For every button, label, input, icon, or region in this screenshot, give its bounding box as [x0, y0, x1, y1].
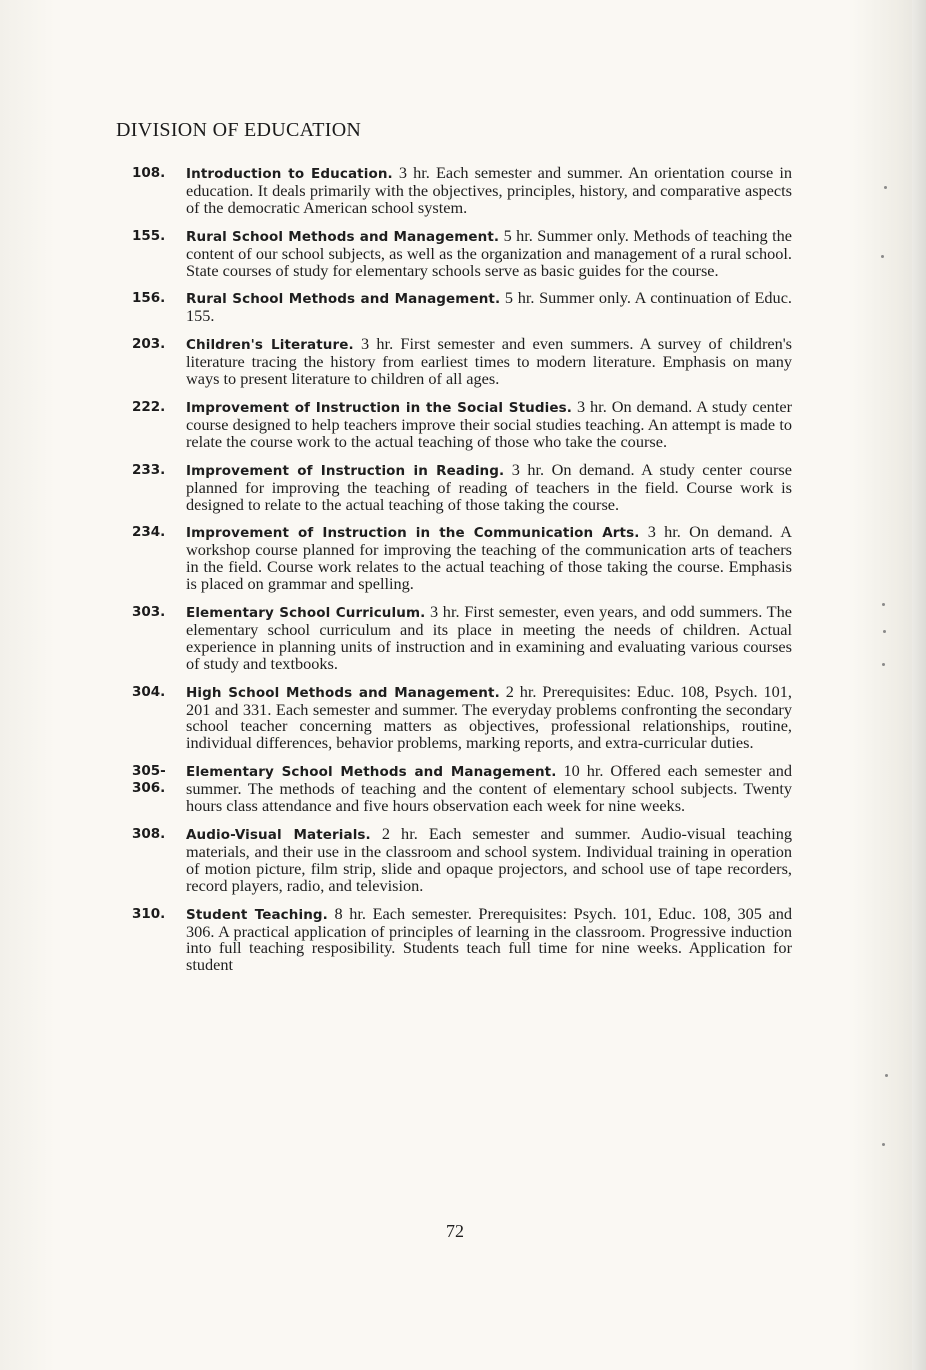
- course-title: Children's Literature.: [186, 337, 354, 354]
- course-number: 155.: [132, 227, 166, 244]
- course-description: [186, 681, 792, 753]
- course-description: [186, 903, 792, 975]
- course-entry: [132, 336, 792, 388]
- course-entry: [132, 903, 792, 975]
- course-number: 203.: [132, 336, 166, 353]
- course-entry: [132, 524, 792, 593]
- course-description: [186, 604, 792, 673]
- course-title: Elementary School Methods and Management.: [186, 764, 557, 781]
- course-title: High School Methods and Management.: [186, 684, 500, 701]
- scan-speck: [882, 663, 885, 666]
- scan-speck: [881, 255, 884, 258]
- course-entry: [132, 396, 792, 451]
- course-text: 8 hr. Each semester. Prerequisites: Psych. 101, Educ. 108, 305 and 306. A practical application of principles of learning in the classroom. Progressive induction into full teaching resposibility. Students teach full time for nine weeks. Application for student: [186, 903, 792, 975]
- course-title: Improvement of Instruction in the Social Studies.: [186, 399, 572, 416]
- scan-speck: [882, 1143, 885, 1146]
- course-number: 234.: [132, 524, 166, 541]
- course-text: 3 hr. On demand. A study center course designed to help teachers improve their social studies teaching. An attempt is made to relate the course work to the actual teaching of those who take the course.: [186, 396, 792, 451]
- course-text: 3 hr. Each semester and summer. An orientation course in education. It deals primarily with the objectives, principles, history, and comparative aspects of the democratic American school system.: [186, 163, 792, 217]
- course-description: [186, 396, 792, 451]
- course-text: 3 hr. First semester, even years, and odd summers. The elementary school curriculum and its place in meeting the needs of children. Actual experience in planning units of instruction and in examining and evaluating various courses of study and textbooks.: [186, 602, 792, 673]
- course-number: 156.: [132, 290, 166, 307]
- scan-speck: [884, 186, 887, 189]
- course-text: 3 hr. On demand. A study center course planned for improving the teaching of reading of teachers in the field. Course work is designed to relate to the actual teaching of those taking the course.: [186, 459, 792, 514]
- course-number: 304.: [132, 683, 166, 700]
- course-entry: [132, 459, 792, 514]
- course-number: 305- 306.: [132, 763, 166, 797]
- course-entry: [132, 826, 792, 895]
- course-title: Rural School Methods and Management.: [186, 291, 501, 308]
- page-edge: [912, 0, 926, 1370]
- course-text: 10 hr. Offered each semester and summer. The methods of teaching and the content of elementary school subjects. Twenty hours class attendance and five hours observation each week for nine weeks.: [186, 761, 792, 816]
- course-title: Improvement of Instruction in Reading.: [186, 462, 505, 479]
- course-description: [186, 826, 792, 895]
- course-title: Rural School Methods and Management.: [186, 228, 500, 245]
- course-list: [132, 165, 792, 985]
- course-entry: [132, 763, 792, 815]
- course-text: 3 hr. First semester and even summers. A survey of children's literature tracing the history from earliest times to modern literature. Emphasis on many ways to present literature to children of all ages.: [186, 334, 792, 389]
- course-number: 310.: [132, 905, 166, 922]
- course-description: [186, 290, 792, 325]
- page-heading: DIVISION OF EDUCATION: [116, 119, 362, 141]
- course-description: [186, 336, 792, 388]
- course-entry: [132, 225, 792, 280]
- course-title: Audio-Visual Materials.: [186, 827, 371, 843]
- course-description: [186, 165, 792, 217]
- scan-speck: [885, 1074, 888, 1077]
- course-text: 2 hr. Each semester and summer. Audio-visual teaching materials, and their use in the classroom and school system. Individual training in operation of motion picture, film strip, slide and opaque projectors, and school use of tape recorders, record players, radio, and television.: [186, 824, 793, 895]
- course-entry: [132, 681, 792, 753]
- course-text: 2 hr. Prerequisites: Educ. 108, Psych. 101, 201 and 331. Each semester and summer. The everyday problems confronting the secondary school teacher concerning matters as objectives, professional relationships, routine, individual differences, behavior problems, marking reports, and extra-curricular duties.: [186, 681, 792, 753]
- course-description: [186, 459, 792, 514]
- course-entry: [132, 604, 792, 673]
- page-number: 72: [446, 1221, 464, 1241]
- course-number: 222.: [132, 398, 166, 415]
- course-description: [186, 763, 792, 815]
- course-number: 303.: [132, 604, 166, 621]
- course-description: [186, 524, 792, 593]
- course-number: 233.: [132, 461, 166, 478]
- course-number: 308.: [132, 826, 166, 842]
- course-description: [186, 225, 792, 280]
- course-title: Improvement of Instruction in the Communication Arts.: [186, 525, 640, 542]
- course-text: 5 hr. Summer only. Methods of teaching the content of our school subjects, as well as the organization and management of a rural school. State courses of study for elementary schools serve as basic guides for the course.: [186, 225, 792, 280]
- course-entry: [132, 165, 792, 217]
- scan-speck: [882, 603, 885, 606]
- course-entry: [132, 290, 792, 325]
- course-title: Student Teaching.: [186, 906, 328, 923]
- course-title: Elementary School Curriculum.: [186, 605, 426, 622]
- scan-speck: [883, 630, 886, 633]
- course-text: 3 hr. On demand. A workshop course planned for improving the teaching of the communication arts of teachers in the field. Course work relates to the actual teaching of those taking the course. Emphasis is placed on grammar and spelling.: [186, 522, 792, 594]
- course-title: Introduction to Education.: [186, 166, 393, 182]
- course-text: 5 hr. Summer only. A continuation of Educ. 155.: [186, 288, 792, 326]
- course-number: 108.: [132, 165, 166, 181]
